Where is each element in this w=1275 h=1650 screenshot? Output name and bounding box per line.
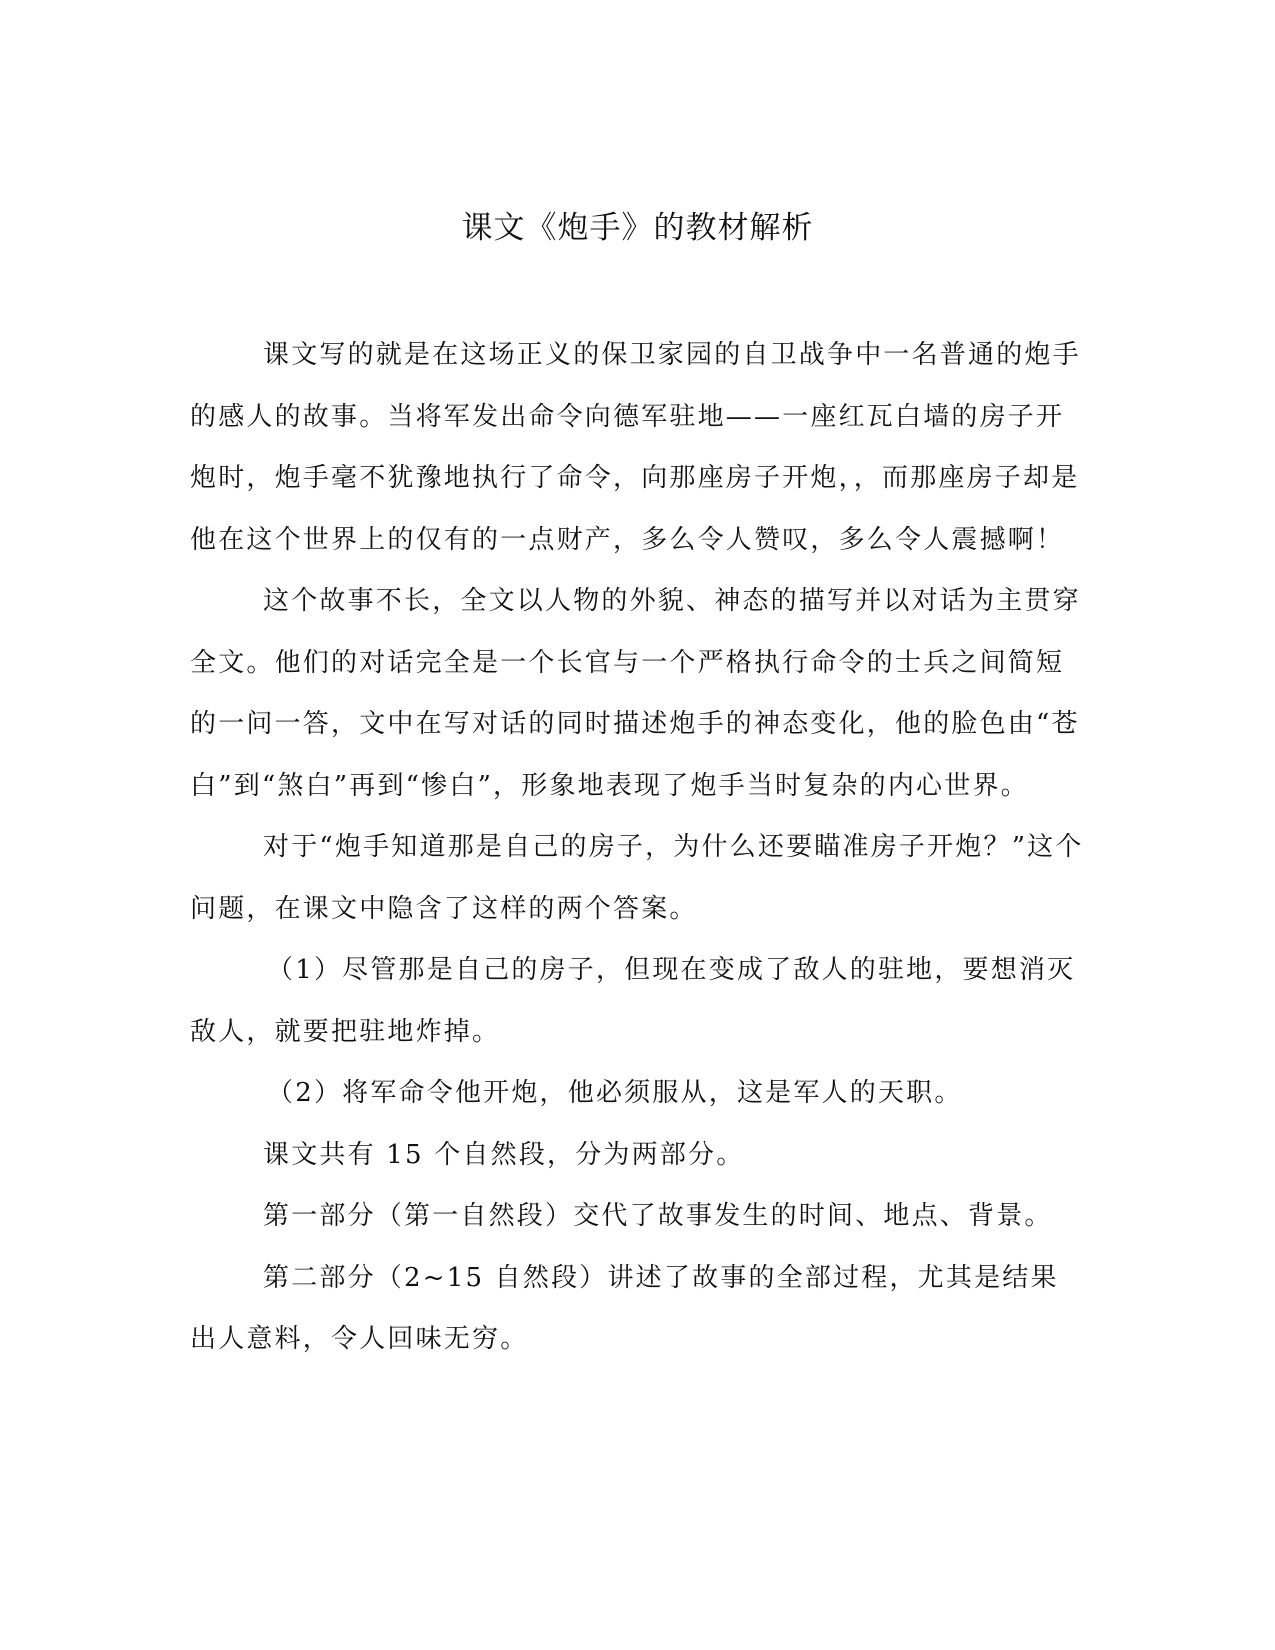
paragraph-intro: 课文写的就是在这场正义的保卫家园的自卫战争中一名普通的炮手的感人的故事。当将军发出命令向德军驻地——一座红瓦白墙的房子开炮时，炮手毫不犹豫地执行了命令，向那座房子开炮，，而那座房子却是他在这个世界上的仅有的一点财产，多么令人赞叹，多么令人震撼啊！ [190,340,1081,555]
paragraph-structure: 课文共有 15 个自然段，分为两部分。 [263,1139,745,1170]
answer-item-2: （2）将军命令他开炮，他必须服从，这是军人的天职。 [267,1078,963,1108]
document-body [190,325,1085,1371]
answer-item-1: （1）尽管那是自己的房子，但现在变成了敌人的驻地，要想消灭敌人，就要把驻地炸掉。 [190,955,1076,1047]
paragraph-dialogue: 这个故事不长，全文以人物的外貌、神态的描写并以对话为主贯穿全文。他们的对话完全是一个长官与一个严格执行命令的士兵之间简短的一问一答，文中在写对话的同时描述炮手的神态变化，他的脸色由“苍白”到“煞白”再到“惨白”，形象地表现了炮手当时复杂的内心世界。 [190,586,1081,801]
paragraph-part-one: 第一部分（第一自然段）交代了故事发生的时间、地点、背景。 [263,1201,1053,1231]
document-title: 课文《炮手》的教材解析 [461,210,814,246]
paragraph-question: 对于“炮手知道那是自己的房子，为什么还要瞄准房子开炮？”这个问题，在课文中隐含了这样的两个答案。 [190,832,1084,924]
paragraph-part-two: 第二部分（2~15 自然段）讲述了故事的全部过程，尤其是结果出人意料，令人回味无穷。 [190,1262,1059,1354]
